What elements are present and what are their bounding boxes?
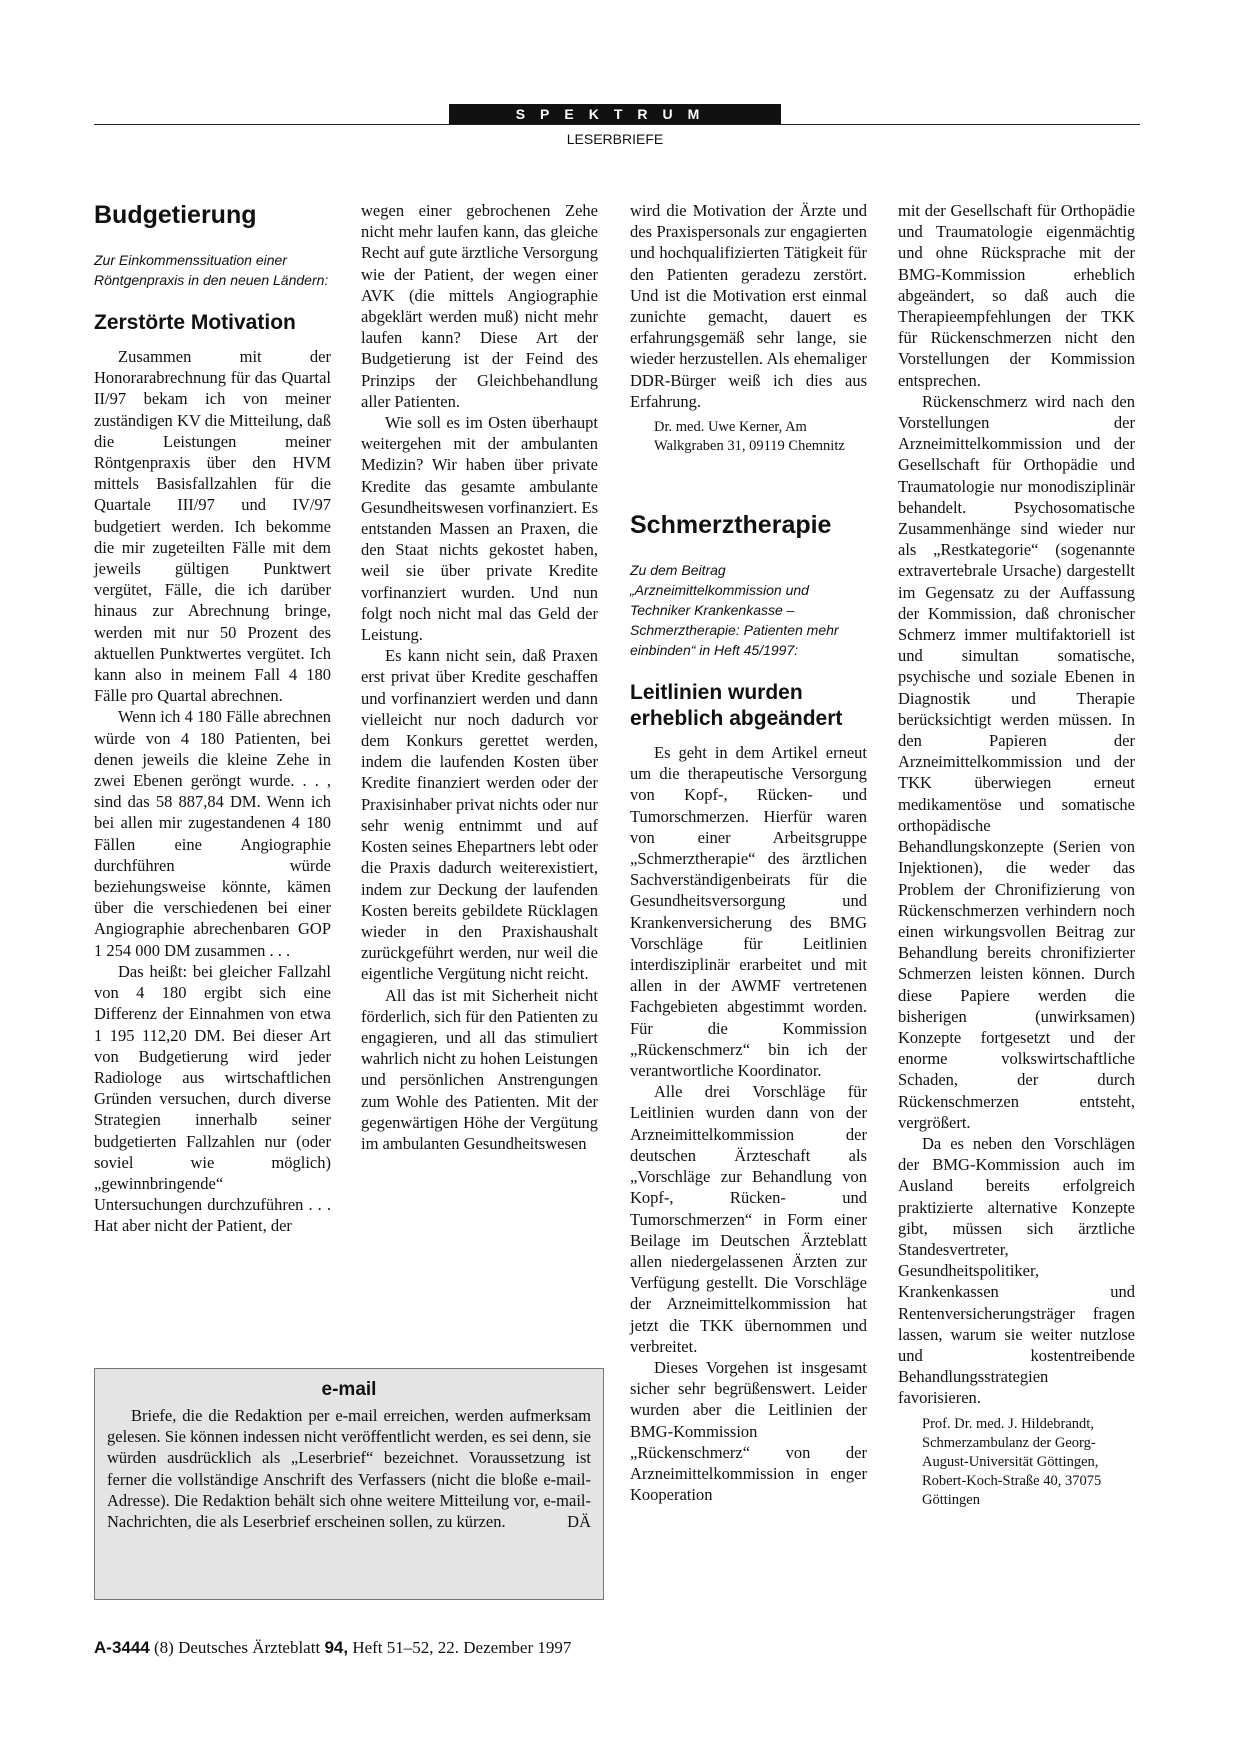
letter1-subhead: Zerstörte Motivation [94, 311, 296, 334]
section-label: SPEKTRUM [449, 104, 781, 124]
page-footer [94, 1638, 571, 1658]
letter1-paragraph: Das heißt: bei gleicher Fallzahl von 4 180 ergibt sich eine Differenz der Einnahmen von etwa 1 195 112,20 DM. Bei dieser Art von Budgetierung wird jeder Radiologe aus wirtschaftlichen Gründen versuchen, durch diverse Strategien innerhalb seiner budgetierten Fallzahlen nur (oder soviel wie möglich) „gewinnbringende“ Untersuchungen durchzuführen . . . Hat aber nicht der Patient, der [94, 961, 331, 1236]
header-rule [94, 124, 1140, 125]
subsection-label: LESERBRIEFE [566, 131, 664, 147]
email-notice-box [94, 1368, 604, 1600]
letter2-paragraph: Alle drei Vorschläge für Leitlinien wurden dann von der Arzneimittelkommission der deutschen Ärzteschaft als „Vorschläge zur Behandlung von Kopf-, Rücken- und Tumorschmerzen“ in Form einer Beilage im Deutschen Ärzteblatt allen niedergelassenen Ärzten zur Verfügung gestellt. Die Vorschläge der Arzneimittelkommission hat jetzt die TKK übernommen und verbreitet. [630, 1082, 867, 1356]
letter2-subhead: Leitlinien wurden erheblich abgeändert [630, 681, 843, 731]
letter1-headline: Budgetierung [94, 201, 257, 229]
column-3 [630, 200, 867, 1505]
letter2-paragraph: Da es neben den Vorschlägen der BMG-Kommission auch im Ausland bereits erfolgreich praktizierte alternative Konzepte gibt, müssen sich ärztliche Standesvertreter, Gesundheitspolitiker, Krankenkassen und Rentenversicherungsträger fragen lassen, warum sie weiter nutzlose und kostentreibende Behandlungsstrategien favorisieren. [898, 1133, 1135, 1408]
footer-volume: 94, [324, 1638, 349, 1657]
letter1-paragraph: wird die Motivation der Ärzte und des Praxispersonals zur engagierten und hochqualifizierten Tätigkeit für den Patienten geradezu zerstört. Und ist die Motivation erst einmal zunichte gemacht, dauert es erfahrungsgemäß sehr lange, sie wieder herzustellen. Als ehemaliger DDR-Bürger weiß ich dies aus Erfahrung. [630, 201, 867, 411]
footer-source: (8) Deutsches Ärzteblatt [154, 1638, 321, 1657]
column-1 [94, 200, 331, 1237]
letter2-paragraph: Es geht in dem Artikel erneut um die therapeutische Versorgung von Kopf-, Rücken- und Tumorschmerzen. Hierfür waren von einer Arbeitsgruppe „Schmerztherapie“ des ärztlichen Sachverständigenbeirats für die Gesundheitsversorgung und Krankenversicherung des BMG Vorschläge für Leitlinien interdisziplinär erarbeitet und mit allen in der AWMF vertretenen Fachgebieten abgestimmt worden. Für die Kommission „Rückenschmerz“ bin ich der verantwortliche Koordinator. [630, 743, 867, 1081]
letter2-paragraph: Rückenschmerz wird nach den Vorstellungen der Arzneimittelkommission und der Gesellschaft für Orthopädie und Traumatologie nur monodisziplinär behandelt. Psychosomatische Zusammenhänge sind wieder nur als „Restkategorie“ (sogenannte extravertebrale Ursache) dargestellt im Gegensatz zu der Auffassung der Kommission, daß chronischer Schmerz immer multifaktoriell ist und simultan somatische, psychische und soziale Ebenen in Diagnostik und Therapie berücksichtigt werden müssen. In den Papieren der Arzneimittelkommission und der TKK überwiegen erneut medikamentöse und somatische orthopädische Behandlungskonzepte (Serien von Injektionen), die weder das Problem der Chronifizierung von Rückenschmerzen verhindern noch einen wirkungsvollen Beitrag zur Behandlung bereits chronifizierter Schmerzen leisten können. Durch diese Papiere werden die bisherigen (unwirksamen) Konzepte fortgesetzt und der enorme volkswirtschaftliche Schaden, der durch Rückenschmerzen entsteht, vergrößert. [898, 391, 1135, 1132]
letter2-paragraph: Dieses Vorgehen ist insgesamt sicher sehr begrüßenswert. Leider wurden aber die Leitlinien der BMG-Kommission „Rückenschmerz“ von der Arzneimittelkommission in enger Kooperation [630, 1357, 867, 1505]
column-4 [898, 200, 1135, 1510]
letter1-paragraph: Wenn ich 4 180 Fälle abrechnen würde von 4 180 Patienten, bei denen jeweils die kleine Zehe in zwei Ebenen geröngt wurde. . . , sind das 58 887,84 DM. Wenn ich bei allen mir zugestandenen 4 180 Fällen eine Angiographie durchführen würde beziehungsweise könnte, kämen über die verschiedenen bei einer Angiographie abrechenbaren GOP 1 254 000 DM zusammen . . . [94, 707, 331, 960]
letter1-paragraph: wegen einer gebrochenen Zehe nicht mehr laufen kann, das gleiche Recht auf gute ärztliche Versorgung wie der Patient, der wegen einer AVK (die mittels Angiographie abgeklärt werden muß) nicht mehr laufen kann? Diese Art der Budgetierung ist der Feind des Prinzips der Gleichbehandlung aller Patienten. [361, 201, 598, 411]
letter1-paragraph: All das ist mit Sicherheit nicht förderlich, sich für den Patienten zu engagieren, und all das stimuliert wahrlich nicht zu hohen Leistungen und persönlichen Anstrengungen zum Wohle des Patienten. Mit der gegenwärtigen Höhe der Vergütung im ambulanten Gesundheitswesen [361, 985, 598, 1153]
email-notice-title: e-mail [321, 1379, 377, 1400]
letter2-headline: Schmerztherapie [630, 511, 832, 540]
email-notice-text: Briefe, die die Redaktion per e-mail erreichen, werden aufmerksam gelesen. Sie können indessen nicht veröffentlicht werden, es sei denn, sie würden ausdrücklich als „Leserbrief“ bezeichnet. Voraussetzung ist ferner die vollständige Anschrift des Verfassers (nicht die bloße e-mail-Adresse). Die Redaktion behält sich ohne weitere Mitteilung vor, e-mail-Nachrichten, die als Leserbrief erscheinen sollen, zu kürzen. [107, 1406, 591, 1532]
page-number: A-3444 [94, 1638, 150, 1657]
letter2-signature: Prof. Dr. med. J. Hildebrandt, Schmerzambulanz der Georg-August-Universität Göttingen, Robert-Koch-Straße 40, 37075 Göttingen [922, 1415, 1102, 1508]
letter1-signature: Dr. med. Uwe Kerner, Am Walkgraben 31, 09119 Chemnitz [654, 419, 845, 455]
column-2 [361, 200, 598, 1154]
letter2-intro: Zu dem Beitrag „Arzneimittelkommission und Techniker Krankenkasse – Schmerztherapie: Patienten mehr einbinden“ in Heft 45/1997: [630, 562, 839, 659]
letter1-paragraph: Es kann nicht sein, daß Praxen erst privat über Kredite geschaffen und vorfinanziert werden und dann vielleicht nur noch dadurch vor dem Konkurs gerettet werden, indem die laufenden Kosten über Kredite finanziert werden oder der Praxisinhaber privat nichts oder nur sehr wenig entnimmt und auf Kosten seines Ehepartners lebt oder die Praxis dadurch weiterexistiert, indem zur Deckung der laufenden Kosten bereits gebildete Rücklagen wieder in den Praxishaushalt zurückgeführt werden, nur weil die eigentliche Vergütung nicht reicht. [361, 646, 598, 984]
letter1-paragraph: Zusammen mit der Honorarabrechnung für das Quartal II/97 bekam ich von meiner zuständigen KV die Mitteilung, daß die Leistungen meiner Röntgenpraxis über den HVM mittels Basisfallzahlen für die Quartale III/97 und IV/97 budgetiert werden. Ich bekomme die mir zugeteilten Fälle mit dem jeweils gültigen Punktwert vergütet, Fälle, die ich darüber hinaus zur Abrechnung bringe, werden mit nur 50 Prozent des aktuellen Punktwertes vergütet. Ich kann also in meinem Fall 4 180 Fälle pro Quartal abrechnen. [94, 347, 331, 706]
letter1-intro: Zur Einkommenssituation einer Röntgenpraxis in den neuen Ländern: [94, 252, 329, 288]
letter1-paragraph: Wie soll es im Osten überhaupt weitergehen mit der ambulanten Medizin? Wir haben über private Kredite das gesamte ambulante Gesundheitswesen vorfinanziert. Es entstanden Massen an Praxen, die den Staat nichts gekostet haben, weil sie über private Kredite vorfinanziert wurden. Und nun folgt noch nicht mal das Geld der Leistung. [361, 413, 598, 645]
footer-issue: Heft 51–52, 22. Dezember 1997 [352, 1638, 572, 1657]
email-notice-sign: DÄ [567, 1512, 591, 1532]
letter2-paragraph: mit der Gesellschaft für Orthopädie und Traumatologie eigenmächtig und ohne Rücksprache mit der BMG-Kommission erheblich abgeändert, so daß auch die Therapieempfehlungen der TKK für Rückenschmerzen nicht den Vorstellungen der Kommission entsprechen. [898, 201, 1135, 390]
